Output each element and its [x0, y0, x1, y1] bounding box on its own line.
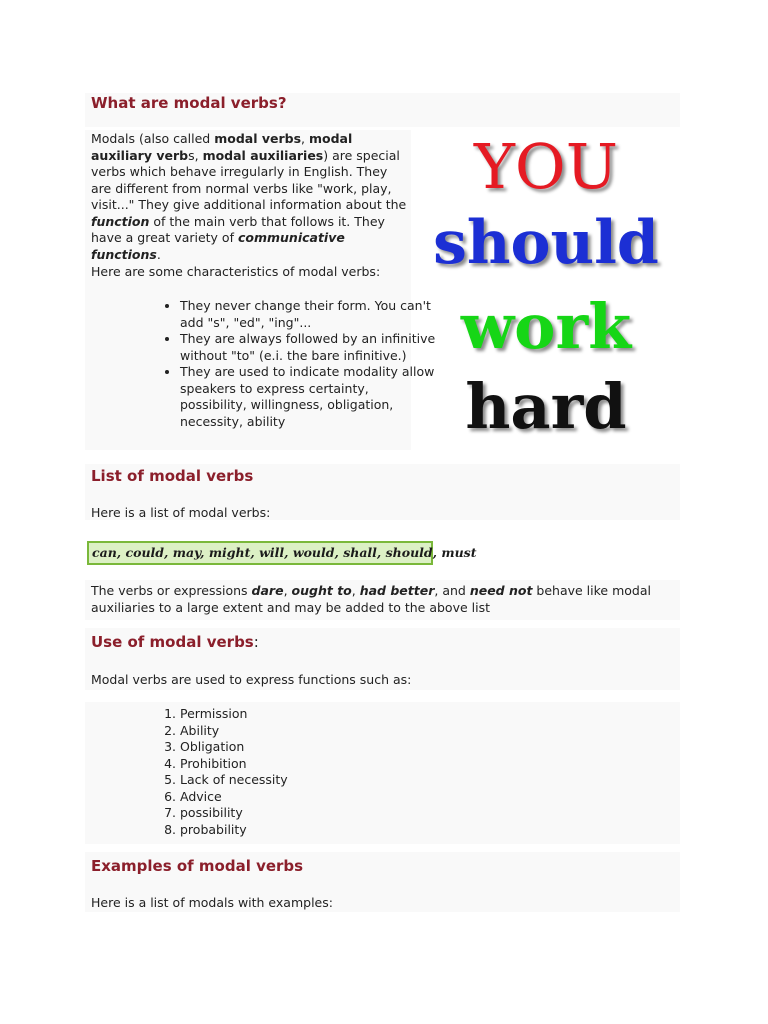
poster-word-work: work: [460, 290, 632, 363]
expressions-note: [91, 583, 671, 616]
list-item: 8. probability: [180, 822, 288, 839]
list-item: 5. Lack of necessity: [180, 772, 288, 789]
characteristics-list: [150, 298, 438, 430]
list-item: 1. Permission: [180, 706, 288, 723]
intro-text-5: of the main verb that follows it. They have a great variety of: [91, 213, 385, 245]
note-bold-need-not: need not: [469, 583, 533, 598]
list-item: 2. Ability: [180, 723, 288, 740]
note-bold-dare: dare: [251, 583, 284, 598]
list-item: • They are used to indicate modality allow speakers to express certainty, possibility, willingness, obligation, necessity, ability: [180, 364, 438, 430]
note-text-3: ,: [351, 583, 360, 598]
intro-bold-modal-verbs: modal verbs: [214, 131, 302, 146]
heading-use-of-modal-verbs: [91, 633, 259, 651]
intro-paragraph: [91, 131, 409, 263]
intro-text-3: s,: [188, 147, 203, 163]
heading-examples-of-modal-verbs: Examples of modal verbs: [91, 857, 304, 875]
characteristics-intro: Here are some characteristics of modal verbs:: [91, 264, 381, 279]
poster-word-should: should: [433, 208, 659, 278]
intro-text-6: .: [156, 246, 161, 262]
examples-intro: Here is a list of modals with examples:: [91, 895, 333, 910]
heading-list-of-modal-verbs: List of modal verbs: [91, 467, 254, 485]
note-bold-had-better: had better: [359, 583, 435, 598]
intro-bold-modal-auxiliary: modal auxiliary verb: [91, 131, 353, 163]
intro-text-1: Modals (also called: [91, 131, 215, 146]
intro-text-4: ) are special verbs which behave irregularly in English. They are different from normal verbs like "work, play, visit..." They give additional information about the: [91, 147, 407, 212]
note-text-5: behave like modal auxiliaries to a large extent and may be added to the above list: [91, 583, 651, 615]
poster-word-hard: hard: [465, 370, 627, 443]
intro-bold-communicative-functions: communicative functions: [91, 230, 345, 262]
use-intro: Modal verbs are used to express functions such as:: [91, 672, 412, 687]
note-bold-ought-to: ought to: [291, 583, 352, 598]
list-intro: Here is a list of modal verbs:: [91, 505, 271, 520]
note-text-2: ,: [283, 583, 292, 598]
list-item: • They are always followed by an infinitive without "to" (e.i. the bare infinitive.): [180, 331, 438, 364]
intro-bold-function: function: [91, 213, 150, 229]
list-item: 3. Obligation: [180, 739, 288, 756]
list-item: 7. possibility: [180, 805, 288, 822]
list-item: • They never change their form. You can't add "s", "ed", "ing"...: [180, 298, 438, 331]
intro-bold-modal-auxiliaries: modal auxiliaries: [202, 147, 324, 163]
note-text-4: , and: [434, 583, 470, 598]
list-item: 6. Advice: [180, 789, 288, 806]
heading-use-colon: :: [253, 633, 259, 651]
heading-use-text: Use of modal verbs: [91, 633, 254, 651]
you-should-work-hard-image: [412, 130, 680, 470]
list-item: 4. Prohibition: [180, 756, 288, 773]
poster-word-you: YOU: [473, 130, 618, 203]
note-text-1: The verbs or expressions: [91, 583, 252, 598]
functions-list: [150, 706, 288, 838]
heading-what-are-modal-verbs: What are modal verbs?: [91, 94, 287, 112]
modal-verbs-highlight-box: can, could, may, might, will, would, shall, should, must: [87, 541, 433, 565]
intro-text-2: ,: [301, 131, 309, 146]
